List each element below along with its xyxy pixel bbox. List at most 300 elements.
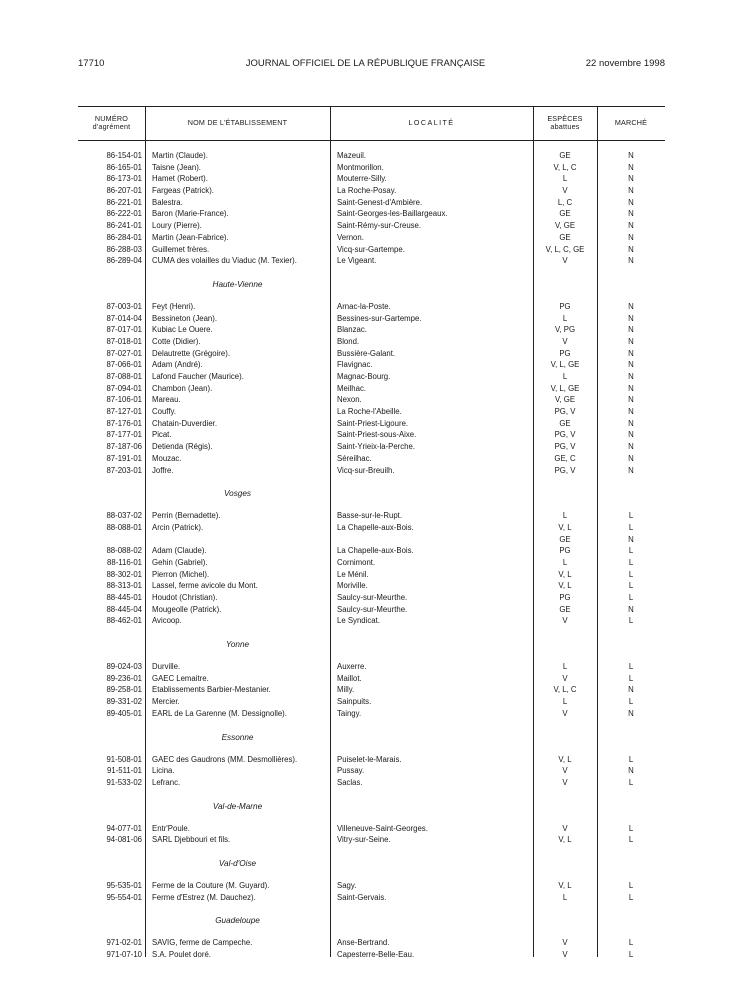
column-header-nom: NOM DE L'ÉTABLISSEMENT: [187, 117, 288, 127]
cell-numero: 88-445-01: [106, 593, 142, 602]
table-row: [78, 580, 665, 592]
cell-especes: GE: [559, 232, 571, 242]
cell-localite: Saclas.: [337, 777, 363, 787]
cell-numero: 87-017-01: [106, 325, 142, 335]
column-header-numero: [78, 106, 145, 140]
cell-especes: V, L, C, GE: [545, 244, 585, 254]
cell-numero: 88-088-01: [106, 522, 142, 532]
table-row: [78, 661, 665, 673]
cell-nom: Fargeas (Patrick).: [152, 186, 214, 196]
table-row: [78, 708, 665, 720]
cell-especes: V, L: [558, 581, 572, 591]
cell-especes: GE, C: [554, 453, 576, 463]
cell-nom: Guillemet frères.: [152, 244, 210, 254]
cell-numero: 87-187-06: [106, 442, 142, 452]
cell-nom: SAVIG, ferme de Campeche.: [152, 938, 253, 948]
table-row: [78, 150, 665, 162]
cell-especes: V, L, C: [553, 685, 577, 695]
cell-marche: N: [628, 453, 634, 463]
cell-especes: V, L: [558, 835, 572, 845]
table-row: [78, 173, 665, 185]
cell-nom: Picat.: [152, 430, 172, 440]
table-row: [78, 673, 665, 685]
table-row: [78, 185, 665, 197]
page-number: 17710: [78, 58, 105, 69]
cell-nom: Mareau.: [152, 395, 181, 405]
cell-nom: Adam (Claude).: [152, 546, 207, 556]
table-row: [78, 232, 665, 244]
cell-nom: Feyt (Henri).: [152, 301, 196, 311]
table-row: [78, 684, 665, 696]
cell-localite: Saint-Priest-sous-Aixe.: [337, 430, 417, 440]
cell-nom: Adam (André).: [152, 360, 203, 370]
cell-marche: N: [628, 685, 634, 695]
cell-marche: L: [628, 892, 634, 902]
cell-marche: N: [628, 162, 634, 172]
cell-marche: L: [628, 697, 634, 707]
cell-especes: PG, V: [554, 465, 576, 475]
cell-especes: L: [562, 511, 568, 521]
cell-localite: Sagy.: [337, 880, 357, 890]
cell-nom: Pierron (Michel).: [152, 569, 210, 579]
cell-localite: Blond.: [337, 336, 360, 346]
cell-numero: 87-106-01: [106, 395, 142, 405]
table-body: [78, 150, 665, 961]
cell-marche: L: [628, 938, 634, 948]
cell-nom: Loury (Pierre).: [152, 221, 202, 231]
cell-localite: Le Ménil.: [337, 569, 369, 579]
cell-nom: Chatain-Duverdier.: [152, 418, 218, 428]
cell-numero: 94-081-06: [106, 835, 142, 845]
cell-nom: Ferme de la Couture (M. Guyard).: [152, 880, 270, 890]
cell-nom: Lassel, ferme avicole du Mont.: [152, 581, 258, 591]
cell-numero: 86-284-01: [106, 232, 142, 242]
cell-especes: L: [562, 557, 568, 567]
cell-nom: Mouzac.: [152, 453, 182, 463]
publication-date: 22 novembre 1998: [585, 58, 665, 69]
cell-localite: Sainpuits.: [337, 697, 372, 707]
cell-numero: 91-533-02: [106, 777, 142, 787]
cell-especes: V: [562, 823, 568, 833]
cell-marche: N: [628, 407, 634, 417]
cell-especes: PG: [559, 348, 571, 358]
cell-marche: L: [628, 777, 634, 787]
cell-nom: Ferme d'Estrez (M. Dauchez).: [152, 892, 256, 902]
cell-localite: Saulcy-sur-Meurthe.: [337, 593, 408, 602]
cell-numero: 88-302-01: [106, 569, 142, 579]
cell-marche: L: [628, 616, 634, 626]
table-row: [78, 604, 665, 616]
cell-especes: V, GE: [554, 221, 576, 231]
cell-marche: N: [628, 534, 634, 544]
cell-nom: Lefranc.: [152, 777, 181, 787]
cell-nom: Kubiac Le Ouere.: [152, 325, 213, 335]
cell-nom: Martin (Claude).: [152, 151, 208, 160]
cell-localite: Auxerre.: [337, 662, 367, 672]
cell-marche: L: [628, 823, 634, 833]
cell-marche: N: [628, 708, 634, 718]
table-row: [78, 834, 665, 846]
cell-numero: 86-241-01: [106, 221, 142, 231]
cell-especes: V, L: [558, 880, 572, 890]
cell-especes: PG: [559, 301, 571, 311]
cell-localite: Magnac-Bourg.: [337, 372, 391, 381]
cell-numero: 87-014-04: [106, 313, 142, 323]
cell-marche: L: [628, 522, 634, 532]
cell-localite: Saint-Genest-d'Ambière.: [337, 197, 423, 207]
cell-localite: Vernon.: [337, 232, 364, 242]
cell-numero: 88-088-02: [106, 546, 142, 556]
cell-especes: L: [562, 892, 568, 902]
table-row: [78, 255, 665, 267]
cell-localite: Maillot.: [337, 673, 362, 683]
cell-numero: 86-222-01: [106, 209, 142, 219]
cell-especes: GE: [559, 534, 571, 544]
cell-marche: N: [628, 221, 634, 231]
cell-marche: L: [628, 593, 634, 602]
cell-nom: Avicoop.: [152, 616, 182, 626]
cell-localite: Mazeuil.: [337, 151, 367, 160]
cell-marche: N: [628, 372, 634, 381]
table-row: [78, 453, 665, 465]
cell-localite: La Roche-l'Abeille.: [337, 407, 402, 417]
table-row: [78, 465, 665, 477]
cell-numero: 89-236-01: [106, 673, 142, 683]
cell-localite: Capesterre-Belle-Eau.: [337, 950, 415, 959]
cell-localite: Saulcy-sur-Meurthe.: [337, 604, 408, 614]
cell-marche: N: [628, 430, 634, 440]
cell-numero: 87-176-01: [106, 418, 142, 428]
cell-marche: L: [628, 950, 634, 959]
column-header-marche: MARCHÉ: [614, 117, 648, 127]
cell-numero: 95-535-01: [106, 880, 142, 890]
cell-especes: V, L: [558, 569, 572, 579]
cell-numero: 87-094-01: [106, 383, 142, 393]
cell-especes: V: [562, 673, 568, 683]
cell-numero: 88-313-01: [106, 581, 142, 591]
cell-numero: 87-003-01: [106, 301, 142, 311]
table-row: [78, 324, 665, 336]
column-header-especes-line2: abattues: [550, 122, 580, 131]
section-heading-label: Essonne: [221, 732, 254, 742]
table-row: [78, 592, 665, 604]
cell-numero: 89-405-01: [106, 708, 142, 718]
table-row: [78, 765, 665, 777]
cell-marche: N: [628, 244, 634, 254]
cell-localite: Villeneuve-Saint-Georges.: [337, 823, 428, 833]
cell-nom: Mercier.: [152, 697, 180, 707]
column-header-especes-line1: ESPÈCES: [547, 113, 583, 123]
section-heading: [78, 627, 665, 661]
cell-marche: L: [628, 546, 634, 556]
cell-localite: Arnac-la-Poste.: [337, 301, 391, 311]
table-row: [78, 394, 665, 406]
cell-nom: Entr'Poule.: [152, 823, 190, 833]
table-row: [78, 301, 665, 313]
cell-localite: La Chapelle-aux-Bois.: [337, 522, 414, 532]
cell-marche: L: [628, 557, 634, 567]
cell-localite: Montmorillon.: [337, 162, 384, 172]
table-row: [78, 429, 665, 441]
cell-localite: Séreilhac.: [337, 453, 372, 463]
cell-numero: 87-127-01: [106, 407, 142, 417]
cell-localite: Vitry-sur-Seine.: [337, 835, 391, 845]
cell-especes: V: [562, 708, 568, 718]
cell-marche: N: [628, 174, 634, 184]
cell-nom: Houdot (Christian).: [152, 593, 218, 602]
table-row: [78, 569, 665, 581]
table-row: [78, 162, 665, 174]
cell-nom: Hamet (Robert).: [152, 174, 208, 184]
cell-nom: Couffy.: [152, 407, 176, 417]
cell-especes: PG, V: [554, 430, 576, 440]
cell-localite: Saint-Rémy-sur-Creuse.: [337, 221, 422, 231]
cell-nom: Detienda (Régis).: [152, 442, 213, 452]
cell-localite: Vicq-sur-Breuilh.: [337, 465, 395, 475]
cell-marche: N: [628, 465, 634, 475]
cell-marche: L: [628, 835, 634, 845]
table-row: [78, 383, 665, 395]
section-heading-label: Guadeloupe: [215, 916, 260, 926]
establishments-table: [78, 106, 665, 957]
cell-especes: PG: [559, 593, 571, 602]
cell-numero: 89-024-03: [106, 662, 142, 672]
table-row: [78, 557, 665, 569]
table-row: [78, 823, 665, 835]
cell-especes: V, L: [558, 522, 572, 532]
column-header-localite: LOCALITÉ: [408, 117, 455, 127]
table-row: [78, 880, 665, 892]
table-row: [78, 220, 665, 232]
cell-numero: 87-177-01: [106, 430, 142, 440]
cell-nom: Lafond Faucher (Maurice).: [152, 372, 244, 381]
cell-marche: N: [628, 442, 634, 452]
cell-nom: Bessineton (Jean).: [152, 313, 218, 323]
cell-numero: 91-508-01: [106, 754, 142, 764]
cell-localite: Flavignac.: [337, 360, 373, 370]
cell-especes: V, PG: [554, 325, 576, 335]
section-heading: [78, 267, 665, 301]
cell-especes: GE: [559, 209, 571, 219]
cell-especes: PG, V: [554, 407, 576, 417]
cell-numero: 87-088-01: [106, 372, 142, 381]
cell-numero: 971-07-10: [106, 950, 142, 959]
cell-nom: Durville.: [152, 662, 181, 672]
cell-numero: 86-154-01: [106, 151, 142, 160]
cell-especes: GE: [559, 418, 571, 428]
section-heading: [78, 846, 665, 880]
cell-numero: 971-02-01: [106, 938, 142, 948]
header-bottom-rule: [78, 140, 665, 141]
cell-especes: V, L: [558, 754, 572, 764]
cell-numero: 91-511-01: [107, 766, 142, 776]
column-header-numero-line1: NUMÉRO: [94, 113, 129, 123]
table-row: [78, 406, 665, 418]
table-row: [78, 545, 665, 557]
cell-localite: Le Syndicat.: [337, 616, 380, 626]
cell-especes: PG: [559, 546, 571, 556]
cell-marche: N: [628, 418, 634, 428]
cell-especes: L: [562, 174, 568, 184]
cell-numero: 95-554-01: [106, 892, 142, 902]
table-row: [78, 777, 665, 789]
cell-marche: L: [628, 673, 634, 683]
table-row: [78, 754, 665, 766]
cell-numero: 88-445-04: [106, 604, 142, 614]
cell-especes: V: [562, 766, 568, 776]
cell-nom: Licina.: [152, 766, 175, 776]
cell-localite: Anse-Bertrand.: [337, 938, 390, 948]
cell-especes: V: [562, 186, 568, 196]
cell-localite: Mouterre-Silly.: [337, 174, 387, 184]
cell-nom: Etablissements Barbier-Mestanier.: [152, 685, 271, 695]
cell-especes: V: [562, 616, 568, 626]
cell-especes: GE: [559, 604, 571, 614]
cell-localite: Le Vigeant.: [337, 256, 377, 266]
cell-marche: N: [628, 186, 634, 196]
section-heading-label: Yonne: [225, 640, 250, 650]
cell-nom: SARL Djebbouri et fils.: [152, 835, 231, 845]
cell-localite: Saint-Gervais.: [337, 892, 387, 902]
cell-localite: Blanzac.: [337, 325, 367, 335]
table-row: [78, 949, 665, 961]
cell-marche: L: [628, 662, 634, 672]
cell-especes: V: [562, 950, 568, 959]
cell-especes: V, GE: [554, 395, 576, 405]
cell-especes: V: [562, 938, 568, 948]
cell-nom: Delautrette (Grégoire).: [152, 348, 230, 358]
cell-nom: Taisne (Jean).: [152, 162, 201, 172]
cell-nom: Perrin (Bernadette).: [152, 511, 221, 521]
cell-nom: Arcin (Patrick).: [152, 522, 204, 532]
cell-localite: Cornimont.: [337, 557, 376, 567]
cell-nom: GAEC des Gaudrons (MM. Desmollières).: [152, 754, 298, 764]
table-row: [78, 359, 665, 371]
cell-nom: Mougeolle (Patrick).: [152, 604, 222, 614]
cell-especes: V, L, GE: [550, 360, 580, 370]
cell-especes: V: [562, 336, 568, 346]
section-heading-label: Val-de-Marne: [212, 801, 263, 811]
cell-marche: N: [628, 766, 634, 776]
cell-numero: 89-331-02: [106, 697, 142, 707]
cell-marche: N: [628, 348, 634, 358]
cell-localite: La Chapelle-aux-Bois.: [337, 546, 414, 556]
cell-marche: N: [628, 604, 634, 614]
cell-numero: 87-066-01: [106, 360, 142, 370]
table-row: [78, 313, 665, 325]
cell-localite: Pussay.: [337, 766, 365, 776]
journal-title: JOURNAL OFFICIEL DE LA RÉPUBLIQUE FRANÇAISE: [245, 58, 486, 69]
cell-numero: 87-027-01: [106, 348, 142, 358]
cell-marche: N: [628, 197, 634, 207]
section-heading: [78, 903, 665, 937]
cell-localite: Meilhac.: [337, 383, 367, 393]
table-row: [78, 244, 665, 256]
cell-especes: GE: [559, 151, 571, 160]
cell-especes: L: [562, 662, 568, 672]
cell-marche: N: [628, 336, 634, 346]
table-row: [78, 615, 665, 627]
cell-marche: N: [628, 256, 634, 266]
cell-nom: EARL de La Garenne (M. Dessignolle).: [152, 708, 287, 718]
cell-numero: 88-116-01: [107, 557, 142, 567]
cell-localite: Vicq-sur-Gartempe.: [337, 244, 405, 254]
column-header-numero-line2: d'agrément: [92, 122, 131, 131]
section-heading: [78, 789, 665, 823]
cell-marche: N: [628, 313, 634, 323]
cell-numero: 88-037-02: [106, 511, 142, 521]
section-heading: [78, 476, 665, 510]
cell-marche: L: [628, 880, 634, 890]
cell-nom: GAEC Lemaitre.: [152, 673, 209, 683]
cell-marche: L: [628, 569, 634, 579]
cell-nom: Balestra.: [152, 197, 183, 207]
table-row: [78, 371, 665, 383]
cell-nom: Gehin (Gabriel).: [152, 557, 208, 567]
cell-localite: Bussière-Galant.: [337, 348, 396, 358]
cell-numero: 88-462-01: [106, 616, 142, 626]
cell-marche: N: [628, 151, 634, 160]
table-row: [78, 510, 665, 522]
cell-localite: Bessines-sur-Gartempe.: [337, 313, 422, 323]
cell-marche: N: [628, 395, 634, 405]
cell-numero: 87-018-01: [106, 336, 142, 346]
cell-nom: S.A. Poulet doré.: [152, 950, 211, 959]
table-row: [78, 418, 665, 430]
cell-especes: V: [562, 256, 568, 266]
cell-numero: 86-289-04: [106, 256, 142, 266]
cell-localite: Saint-Georges-les-Baillargeaux.: [337, 209, 448, 219]
table-row: [78, 534, 665, 546]
cell-numero: 86-207-01: [106, 186, 142, 196]
cell-especes: L: [562, 697, 568, 707]
cell-localite: Saint-Yrieix-la-Perche.: [337, 442, 415, 452]
cell-marche: N: [628, 301, 634, 311]
cell-localite: Basse-sur-le-Rupt.: [337, 511, 402, 521]
cell-especes: V: [562, 777, 568, 787]
cell-marche: N: [628, 383, 634, 393]
cell-marche: L: [628, 581, 634, 591]
cell-numero: 94-077-01: [106, 823, 142, 833]
cell-nom: Chambon (Jean).: [152, 383, 213, 393]
cell-marche: N: [628, 360, 634, 370]
table-row: [78, 197, 665, 209]
column-header-especes: [533, 106, 597, 140]
cell-localite: Milly.: [337, 685, 355, 695]
cell-localite: Saint-Priest-Ligoure.: [337, 418, 409, 428]
cell-especes: V, L, C: [553, 162, 577, 172]
table-row: [78, 348, 665, 360]
cell-numero: 86-221-01: [106, 197, 142, 207]
cell-nom: CUMA des volailles du Viaduc (M. Texier).: [152, 256, 297, 266]
cell-marche: N: [628, 325, 634, 335]
cell-numero: 89-258-01: [106, 685, 142, 695]
section-heading-label: Vosges: [223, 489, 251, 499]
cell-marche: N: [628, 209, 634, 219]
cell-especes: PG, V: [554, 442, 576, 452]
cell-especes: L: [562, 372, 568, 381]
cell-numero: 86-173-01: [106, 174, 142, 184]
section-heading-label: Haute-Vienne: [212, 279, 263, 289]
table-row: [78, 937, 665, 949]
cell-nom: Baron (Marie-France).: [152, 209, 229, 219]
section-heading: [78, 720, 665, 754]
cell-numero: 86-288-03: [106, 244, 142, 254]
cell-especes: L: [562, 313, 568, 323]
cell-localite: La Roche-Posay.: [337, 186, 397, 196]
cell-especes: L, C: [557, 197, 573, 207]
cell-localite: Nexon.: [337, 395, 362, 405]
